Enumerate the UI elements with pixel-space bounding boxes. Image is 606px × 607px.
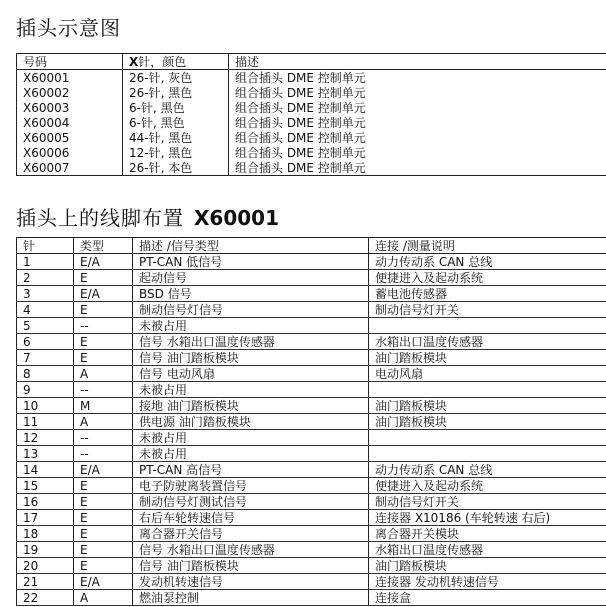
- pin-type: E: [74, 510, 133, 526]
- pin-signal: PT-CAN 低信号: [133, 254, 369, 270]
- pin-number: 17: [17, 510, 74, 526]
- pin-signal: 信号 油门踏板模块: [133, 558, 369, 574]
- pin-row: [17, 318, 606, 334]
- pin-type: M: [74, 398, 133, 414]
- connector-pins-color: 26-针, 本色: [123, 160, 229, 176]
- pin-connection: [369, 382, 606, 398]
- pin-type: A: [74, 414, 133, 430]
- header-pins-color-rest: 针，颜色: [138, 54, 187, 69]
- pin-row: [17, 350, 606, 366]
- pinout-table: [16, 237, 606, 606]
- connector-row: [17, 145, 606, 160]
- pin-row: [17, 526, 606, 542]
- connector-number: X60005: [17, 130, 123, 145]
- connector-row: [17, 70, 606, 86]
- pin-connection: [369, 430, 606, 446]
- header-connection: 连接 /测量说明: [369, 238, 606, 254]
- pin-connection: 制动信号灯开关: [369, 302, 606, 318]
- pin-type: E: [74, 558, 133, 574]
- pin-signal: 制动信号灯信号: [133, 302, 369, 318]
- header-pins-color: [123, 54, 229, 70]
- pin-type: E: [74, 526, 133, 542]
- pin-signal: 制动信号灯测试信号: [133, 494, 369, 510]
- pin-number: 3: [17, 286, 74, 302]
- pin-number: 6: [17, 334, 74, 350]
- connector-number: X60004: [17, 115, 123, 130]
- pin-row: [17, 462, 606, 478]
- pin-number: 13: [17, 446, 74, 462]
- connector-pins-color: 26-针, 灰色: [123, 70, 229, 86]
- connector-number: X60006: [17, 145, 123, 160]
- pin-connection: [369, 446, 606, 462]
- pinout-title-text: 插头上的线脚布置: [16, 206, 184, 230]
- pin-number: 7: [17, 350, 74, 366]
- pin-number: 14: [17, 462, 74, 478]
- pin-type: E: [74, 542, 133, 558]
- connector-number: X60001: [17, 70, 123, 86]
- pin-number: 4: [17, 302, 74, 318]
- connector-table: [16, 53, 606, 176]
- pin-connection: 连接器 X10186 (车轮转速 右后): [369, 510, 606, 526]
- pin-number: 20: [17, 558, 74, 574]
- header-signal: 描述 /信号类型: [133, 238, 369, 254]
- pin-connection: 连接盒: [369, 590, 606, 606]
- connector-pins-color: 26-针, 黑色: [123, 85, 229, 100]
- connector-description: 组合插头 DME 控制单元: [229, 160, 606, 176]
- pin-row: [17, 510, 606, 526]
- pin-signal: 离合器开关信号: [133, 526, 369, 542]
- pin-number: 1: [17, 254, 74, 270]
- pin-row: [17, 398, 606, 414]
- pinout-table-header: [17, 238, 606, 254]
- pin-type: E: [74, 478, 133, 494]
- pin-row: [17, 254, 606, 270]
- pin-signal: 信号 油门踏板模块: [133, 350, 369, 366]
- pin-row: [17, 334, 606, 350]
- pin-row: [17, 270, 606, 286]
- pin-type: E: [74, 302, 133, 318]
- pin-signal: 起动信号: [133, 270, 369, 286]
- pin-type: --: [74, 430, 133, 446]
- pin-number: 8: [17, 366, 74, 382]
- connector-pins-color: 44-针, 黑色: [123, 130, 229, 145]
- pin-type: E/A: [74, 254, 133, 270]
- pin-type: --: [74, 382, 133, 398]
- pin-row: [17, 446, 606, 462]
- pin-signal: 接地 油门踏板模块: [133, 398, 369, 414]
- connector-row: [17, 130, 606, 145]
- pin-number: 11: [17, 414, 74, 430]
- pin-signal: 未被占用: [133, 318, 369, 334]
- pin-signal: BSD 信号: [133, 286, 369, 302]
- pin-signal: 发动机转速信号: [133, 574, 369, 590]
- pin-number: 18: [17, 526, 74, 542]
- pin-row: [17, 478, 606, 494]
- pin-row: [17, 302, 606, 318]
- connector-pins-color: 6-针, 黑色: [123, 100, 229, 115]
- pin-connection: 电动风扇: [369, 366, 606, 382]
- connector-number: X60007: [17, 160, 123, 176]
- pin-connection: 便捷进入及起动系统: [369, 270, 606, 286]
- pin-row: [17, 590, 606, 606]
- pin-signal: 供电源 油门踏板模块: [133, 414, 369, 430]
- connector-row: [17, 85, 606, 100]
- pin-type: A: [74, 590, 133, 606]
- pin-signal: 未被占用: [133, 430, 369, 446]
- header-pins-color-x: X: [129, 54, 139, 69]
- pin-number: 2: [17, 270, 74, 286]
- pin-connection: 连接器 发动机转速信号: [369, 574, 606, 590]
- pin-number: 5: [17, 318, 74, 334]
- pin-signal: 信号 水箱出口温度传感器: [133, 334, 369, 350]
- connector-description: 组合插头 DME 控制单元: [229, 70, 606, 86]
- pin-connection: 蓄电池传感器: [369, 286, 606, 302]
- pin-number: 21: [17, 574, 74, 590]
- pin-signal: 电子防驶离装置信号: [133, 478, 369, 494]
- pin-connection: 油门踏板模块: [369, 558, 606, 574]
- header-type: 类型: [74, 238, 133, 254]
- pin-connection: 水箱出口温度传感器: [369, 542, 606, 558]
- pin-row: [17, 286, 606, 302]
- pin-signal: 信号 水箱出口温度传感器: [133, 542, 369, 558]
- pin-row: [17, 494, 606, 510]
- connector-table-header: [17, 54, 606, 70]
- pin-connection: 动力传动系 CAN 总线: [369, 254, 606, 270]
- connector-description: 组合插头 DME 控制单元: [229, 145, 606, 160]
- pin-type: E/A: [74, 286, 133, 302]
- pin-type: E: [74, 494, 133, 510]
- pin-connection: 油门踏板模块: [369, 350, 606, 366]
- connector-pins-color: 12-针, 黑色: [123, 145, 229, 160]
- pin-connection: 水箱出口温度传感器: [369, 334, 606, 350]
- pin-row: [17, 558, 606, 574]
- pin-number: 10: [17, 398, 74, 414]
- pin-row: [17, 542, 606, 558]
- connector-pins-color: 6-针, 黑色: [123, 115, 229, 130]
- connector-description: 组合插头 DME 控制单元: [229, 85, 606, 100]
- pin-type: A: [74, 366, 133, 382]
- pin-number: 12: [17, 430, 74, 446]
- connector-description: 组合插头 DME 控制单元: [229, 100, 606, 115]
- header-number: 号码: [17, 54, 123, 70]
- pin-type: E/A: [74, 462, 133, 478]
- pin-row: [17, 414, 606, 430]
- pin-type: --: [74, 446, 133, 462]
- pin-type: E: [74, 270, 133, 286]
- pin-row: [17, 366, 606, 382]
- connector-overview-title: 插头示意图: [16, 16, 121, 40]
- pin-number: 22: [17, 590, 74, 606]
- pin-signal: 右后车轮转速信号: [133, 510, 369, 526]
- connector-row: [17, 160, 606, 176]
- connector-description: 组合插头 DME 控制单元: [229, 130, 606, 145]
- pin-connection: 油门踏板模块: [369, 398, 606, 414]
- pin-signal: 信号 电动风扇: [133, 366, 369, 382]
- pin-signal: 未被占用: [133, 382, 369, 398]
- pin-number: 16: [17, 494, 74, 510]
- pin-signal: 燃油泵控制: [133, 590, 369, 606]
- pinout-title: [16, 202, 279, 231]
- pinout-connector-id: X60001: [194, 206, 279, 230]
- pin-connection: 离合器开关模块: [369, 526, 606, 542]
- pin-number: 15: [17, 478, 74, 494]
- pin-row: [17, 382, 606, 398]
- pin-signal: 未被占用: [133, 446, 369, 462]
- header-pin: 针: [17, 238, 74, 254]
- connector-number: X60002: [17, 85, 123, 100]
- pin-connection: 制动信号灯开关: [369, 494, 606, 510]
- pin-number: 19: [17, 542, 74, 558]
- pin-type: E: [74, 350, 133, 366]
- pin-row: [17, 574, 606, 590]
- pin-type: E: [74, 334, 133, 350]
- pin-connection: 便捷进入及起动系统: [369, 478, 606, 494]
- pin-number: 9: [17, 382, 74, 398]
- pin-connection: 动力传动系 CAN 总线: [369, 462, 606, 478]
- connector-number: X60003: [17, 100, 123, 115]
- pin-type: E/A: [74, 574, 133, 590]
- connector-description: 组合插头 DME 控制单元: [229, 115, 606, 130]
- pin-connection: 油门踏板模块: [369, 414, 606, 430]
- header-description: 描述: [229, 54, 606, 70]
- pin-signal: PT-CAN 高信号: [133, 462, 369, 478]
- connector-row: [17, 100, 606, 115]
- connector-row: [17, 115, 606, 130]
- pin-row: [17, 430, 606, 446]
- pin-type: --: [74, 318, 133, 334]
- pin-connection: [369, 318, 606, 334]
